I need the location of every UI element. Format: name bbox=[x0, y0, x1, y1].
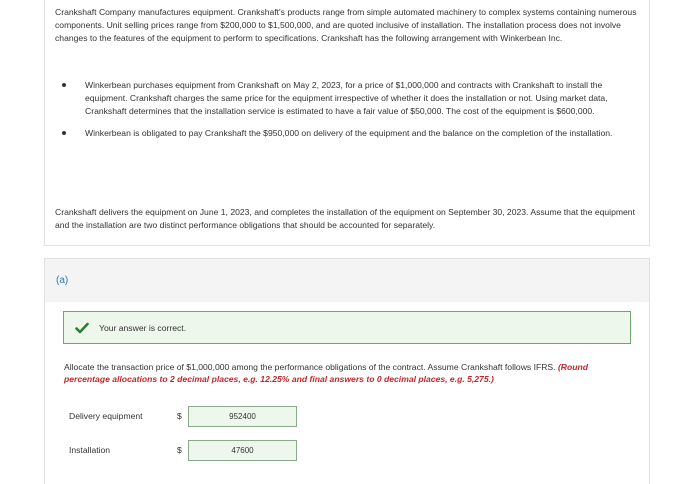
bullet-dot bbox=[62, 131, 66, 135]
problem-intro: Crankshaft Company manufactures equipment. Crankshaft's products range from simple automated machinery to complex systems containing numerous components. Unit selling prices range from $200,000 to $1,500,000, and are quoted inclusive of installation. The installation process does not involve changes to the features of the equipment to perform to specifications. Crankshaft has the following arrangement with Winkerbean Inc. bbox=[55, 7, 637, 43]
part-label: (a) bbox=[56, 275, 69, 286]
row-label: Installation bbox=[69, 445, 111, 455]
answer-row-delivery-equipment bbox=[69, 406, 309, 428]
checkmark-icon bbox=[75, 322, 89, 334]
installation-input[interactable] bbox=[188, 440, 297, 461]
delivery-text: Crankshaft delivers the equipment on June 1, 2023, and completes the installation of the equipment on September 30, 2023. Assume that the equipment and the installation are two distinct performance obligations that should be accounted for separately. bbox=[55, 207, 635, 230]
currency-symbol: $ bbox=[177, 445, 182, 455]
list-item-text: Winkerbean purchases equipment from Crankshaft on May 2, 2023, for a price of $1,000,000 and contracts with Crankshaft to install the equipment. Crankshaft charges the same price for the equipment irrespective of whether it does the installation or not. Using market data, Crankshaft determines that the installation service is estimated to have a fair value of $50,000. The cost of the equipment is $600,000. bbox=[85, 80, 608, 116]
instruction-text: Allocate the transaction price of $1,000,000 among the performance obligations of the contract. Assume Crankshaft follows IFRS. bbox=[64, 362, 556, 372]
row-label: Delivery equipment bbox=[69, 411, 143, 421]
arrangement-list bbox=[55, 79, 645, 140]
feedback-text: Your answer is correct. bbox=[99, 323, 187, 333]
rounding-hint: (Round percentage allocations to 2 decimal places, e.g. 12.25% and final answers to 0 decimal places, e.g. 5,275.) bbox=[64, 362, 589, 384]
part-header bbox=[45, 259, 649, 302]
list-item bbox=[55, 127, 645, 140]
answer-row-installation bbox=[69, 440, 309, 462]
bullet-dot bbox=[62, 83, 66, 87]
feedback-banner bbox=[63, 311, 631, 344]
list-item-text: Winkerbean is obligated to pay Crankshaft the $950,000 on delivery of the equipment and the balance on the completion of the installation. bbox=[85, 127, 613, 138]
list-item bbox=[55, 79, 645, 118]
currency-symbol: $ bbox=[177, 411, 182, 421]
answer-card bbox=[44, 258, 650, 484]
question-instruction bbox=[64, 361, 634, 385]
problem-card bbox=[44, 0, 650, 246]
delivery-equipment-input[interactable] bbox=[188, 406, 297, 427]
